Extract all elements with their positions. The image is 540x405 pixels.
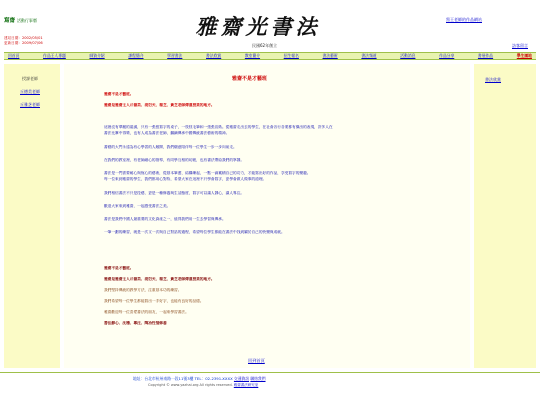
main-nav <box>4 52 536 60</box>
content-line: 雅齋不是才藝班。 <box>104 266 134 270</box>
nav-item-learn[interactable]: 學習書法 <box>167 53 183 58</box>
sidebar-appreciate-link[interactable]: 書法欣賞 <box>485 77 501 82</box>
sidebar-heading: 授課老師 <box>22 76 38 81</box>
content-line: 我們相信書法不只是技藝，更是一種修養與生活態度，寫字可以讓人靜心，讓人專注。 <box>104 191 245 195</box>
content-line: 書法靜心、沈穩、專注、陶冶性情修養 <box>104 321 167 325</box>
founded-text: 民國62年創立 <box>252 43 278 48</box>
content-line: 在我們的教室裡，有老師細心的指導，有同學互相的切磋，也有書法帶給我們的寧靜。 <box>104 158 245 162</box>
content-line: 每一位來到雅齋的學生，我們都用心對待，希望大家在這裡不只學會寫字，更學會做人做事的道理。 <box>104 177 267 181</box>
site-logo <box>178 12 338 40</box>
content-line: 書法是我們中國人最重要的文化資產之一，值得我們用一生去學習與傳承。 <box>104 217 226 221</box>
nav-item-appreciate[interactable]: 書法欣賞 <box>206 53 222 58</box>
back-to-home-link[interactable]: 回到首頁 <box>248 358 265 363</box>
content-line: 歡迎大家來到雅齋，一起感受書法之美。 <box>104 204 171 208</box>
guestbook-link[interactable]: 訪客留言 <box>512 43 528 48</box>
nav-item-students[interactable]: 學生園地 <box>516 53 532 58</box>
nav-item-share[interactable]: 作品分享 <box>439 53 455 58</box>
nav-item-teachers[interactable]: 師資介紹 <box>89 53 105 58</box>
footer-divider <box>0 372 540 373</box>
content-title: 雅齋不是才藝班 <box>232 76 268 82</box>
update-date: 更新日期：2009/07/06 <box>4 41 43 45</box>
date-info <box>4 36 43 46</box>
footer-address <box>133 376 266 382</box>
footer-traffic-link[interactable]: 交通資訊 <box>233 376 250 381</box>
content-line: 這裡沒有華麗的裝潢，只有一張張寫字的桌子，一枝枝毛筆和一張張宣紙。從雅齋走出去的學生，在社會各行各業都有傑出的表現，許多人在 <box>104 125 333 129</box>
content-line: 我們堅持傳統的教學方法，注重基本功的練習。 <box>104 288 182 292</box>
content-line: 雅齋不是才藝班。 <box>104 92 134 96</box>
left-sidebar <box>4 64 60 368</box>
content-line: 雅齋是雅齋主人丘德美、胡衍天、楊芝、黃芝老師傳道授業的地方。 <box>104 277 215 281</box>
footer-copyright <box>148 383 258 388</box>
sidebar-teacher-link-2[interactable]: 丘雅芝老師 <box>20 102 40 107</box>
right-sidebar <box>474 64 536 368</box>
content-line: 雅齋歡迎每一位喜愛書法的朋友，一起來學習書法。 <box>104 310 189 314</box>
sidebar-teacher-link-1[interactable]: 丘德美老師 <box>20 89 40 94</box>
build-date: 建站日期：2002/05/01 <box>4 36 43 40</box>
content-line: 書藝的大門永遠為有心學習的人敞開，我們願意陪伴每一位學生一步一步向前走。 <box>104 145 237 149</box>
nav-item-enroll[interactable]: 招生報名 <box>283 53 299 58</box>
nav-item-classroom[interactable]: 教室簡介 <box>244 53 261 58</box>
nav-item-channel[interactable]: 書法頻道 <box>361 53 377 58</box>
logo-text: 雅齋光書法 <box>195 14 321 39</box>
nav-item-exhibit[interactable]: 書展作品 <box>477 53 494 58</box>
nav-item-home[interactable]: 回首頁 <box>8 53 20 58</box>
site-name-text: 寫齋 <box>4 18 16 24</box>
nav-item-art[interactable]: 書法藝術 <box>322 53 338 58</box>
site-name <box>4 16 37 24</box>
content-line: 我們希望每一位學生都能寫出一手好字，也能有良好的品德。 <box>104 299 204 303</box>
footer-studio-link[interactable]: 雅齋書法研究室 <box>233 383 259 387</box>
content-line: 一筆一劃的練習，就是一次又一次與自己對話的過程，希望每位學生都能在書法中找到屬於自己的快樂與成就。 <box>104 230 285 234</box>
nav-item-news[interactable]: 活動消息 <box>400 53 416 58</box>
nav-item-special[interactable]: 作品王人專題 <box>43 53 66 58</box>
top-right-link[interactable]: 寫王老師的作品網站 <box>446 17 482 22</box>
nav-item-courses[interactable]: 課程簡介 <box>128 53 144 58</box>
footer-address-text: 地址：台北市杭州南路一段11號3樓 TEL：02-2391-XXXX <box>133 376 233 381</box>
footer-copyright-text: Copyright © www.yazhai.org All rights reserved. <box>148 383 233 387</box>
content-line: 雅齋是雅齋主人丘德美、胡衍天、楊芝、黃芝老師傳道授業的地方。 <box>104 103 215 107</box>
content-line: 書法比賽中得獎，也有人成為書法老師，繼續傳承中國傳統書法藝術的精神。 <box>104 131 230 135</box>
content-line: 書法是一門需要耐心與恆心的藝術，從基本筆畫、結構練起，一點一滴累積自己的功力，才能寫出好的作品，享受寫字的樂趣。 <box>104 171 311 175</box>
footer-contact-link[interactable]: 聯絡我們 <box>250 376 266 381</box>
site-subtitle: 活動行事曆 <box>16 18 37 23</box>
